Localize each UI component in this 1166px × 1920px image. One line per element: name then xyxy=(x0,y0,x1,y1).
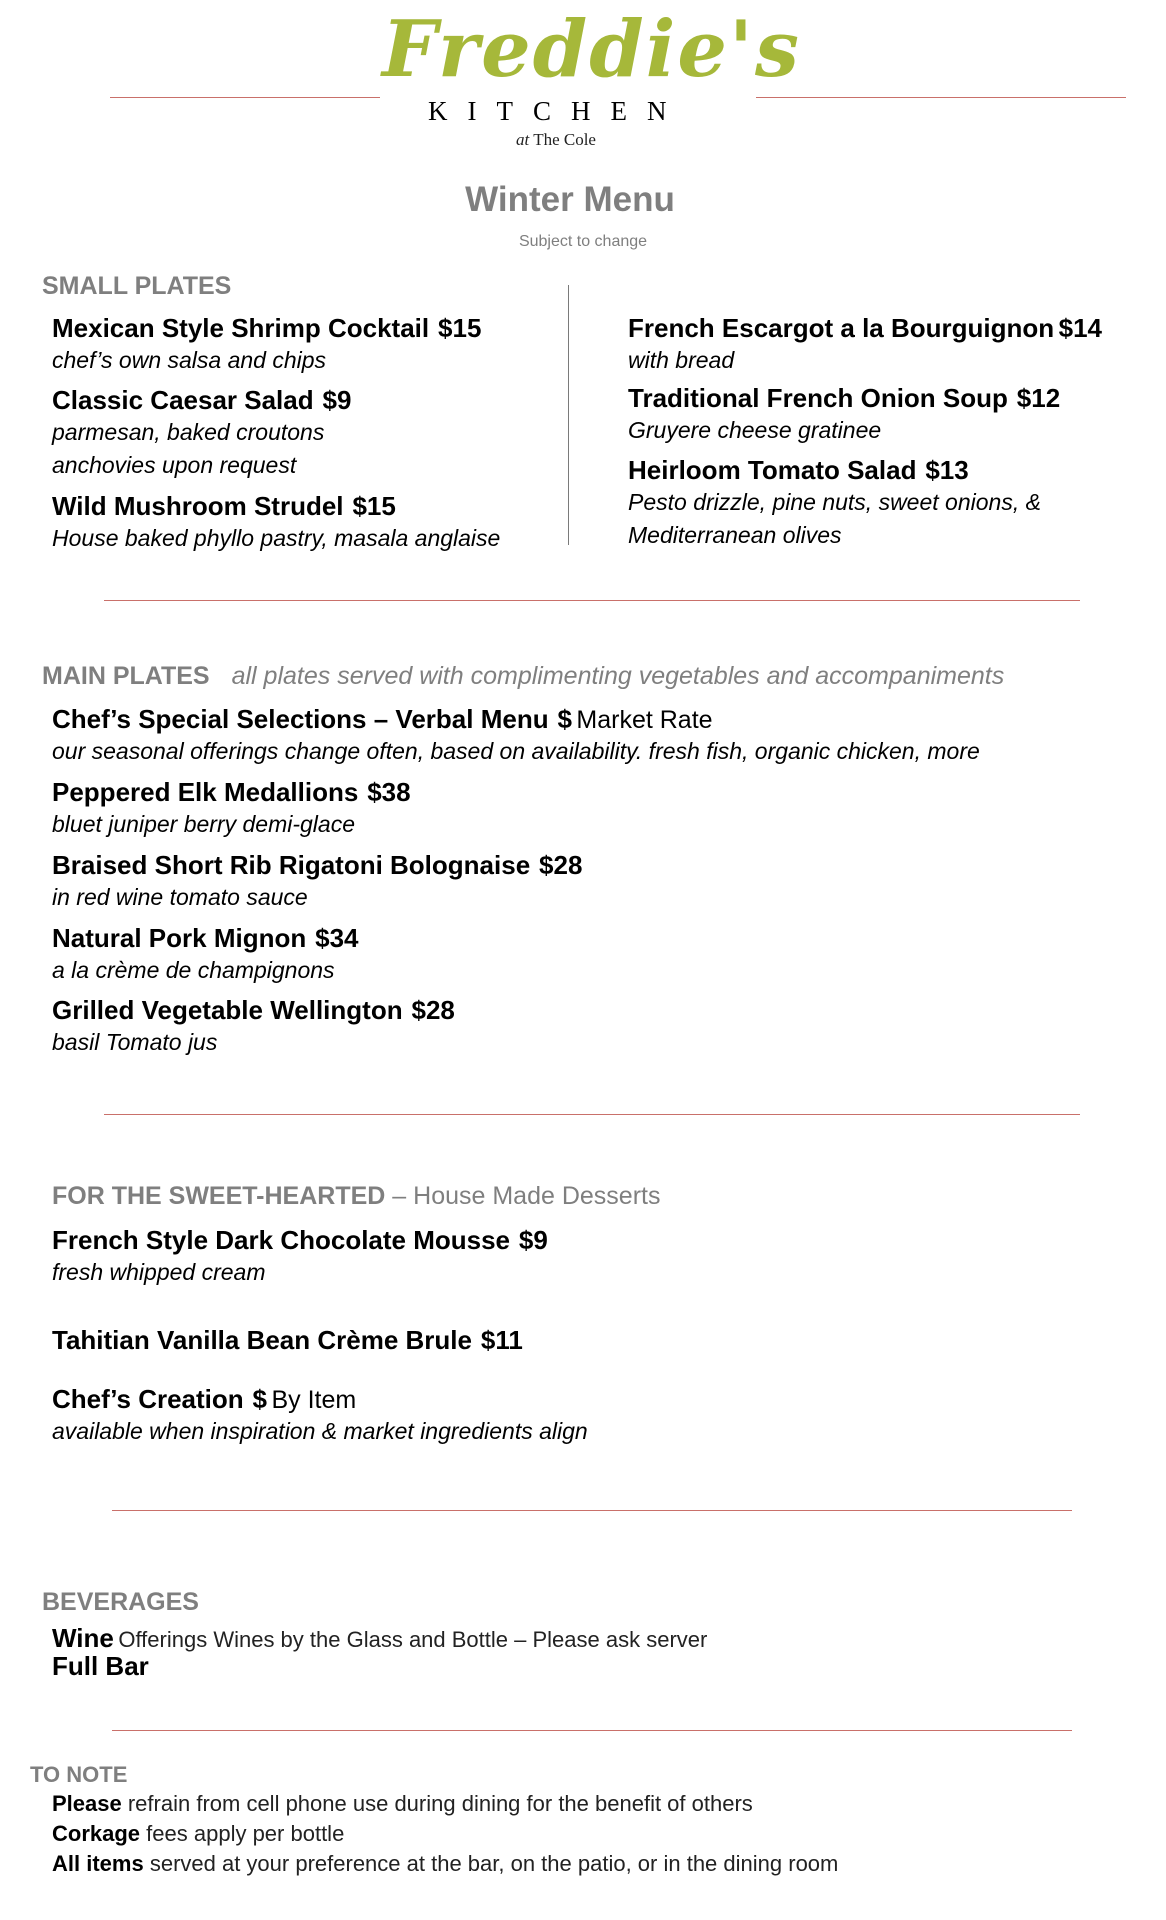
header-rule-left xyxy=(110,97,380,98)
logo-kitchen: KITCHEN xyxy=(428,96,687,126)
beverage-wine xyxy=(52,1622,707,1654)
small-plate-item xyxy=(628,454,1041,552)
item-name: Wild Mushroom Strudel xyxy=(52,491,344,521)
dessert-item xyxy=(52,1324,523,1356)
item-name: Classic Caesar Salad xyxy=(52,385,314,415)
dessert-item xyxy=(52,1383,588,1448)
item-name: Mexican Style Shrimp Cocktail xyxy=(52,313,430,343)
item-name: Grilled Vegetable Wellington xyxy=(52,995,403,1025)
main-plate-item xyxy=(52,849,582,914)
header-rule-right xyxy=(756,97,1126,98)
logo-at: at xyxy=(516,130,530,149)
item-name: French Escargot a la Bourguignon xyxy=(628,313,1055,343)
item-price: $ xyxy=(557,704,572,734)
note-line xyxy=(52,1851,838,1877)
item-description: basil Tomato jus xyxy=(52,1029,218,1055)
beverage-bar xyxy=(52,1650,149,1682)
item-description: in red wine tomato sauce xyxy=(52,884,308,910)
logo-script: Freddie's xyxy=(382,4,801,95)
column-divider xyxy=(568,285,569,545)
item-price: $12 xyxy=(1016,383,1061,413)
item-description: Pesto drizzle, pine nuts, sweet onions, & xyxy=(628,489,1041,515)
main-plates-note: all plates served with complimenting vegetables and accompaniments xyxy=(231,662,1005,690)
small-plate-item xyxy=(628,382,1060,447)
item-price: $ xyxy=(252,1384,268,1414)
item-price: $34 xyxy=(315,923,359,953)
main-plate-item xyxy=(52,776,411,841)
item-description: available when inspiration & market ingredients align xyxy=(52,1418,588,1444)
item-name: Chef’s Special Selections – Verbal Menu xyxy=(52,704,549,734)
logo-venue-name: The Cole xyxy=(533,130,596,149)
wine-label: Wine xyxy=(52,1623,114,1653)
main-plate-item xyxy=(52,703,980,768)
item-description: Mediterranean olives xyxy=(628,522,842,548)
item-description: with bread xyxy=(628,347,735,373)
menu-subtitle: Subject to change xyxy=(518,233,648,250)
item-description: fresh whipped cream xyxy=(52,1259,266,1285)
wine-text: Offerings Wines by the Glass and Bottle – Please ask server xyxy=(118,1627,708,1652)
small-plates-heading: SMALL PLATES xyxy=(42,272,232,300)
item-name: Braised Short Rib Rigatoni Bolognaise xyxy=(52,850,531,880)
logo xyxy=(370,0,801,150)
dessert-item xyxy=(52,1224,548,1289)
desserts-heading xyxy=(52,1182,660,1211)
item-description: bluet juniper berry demi-glace xyxy=(52,811,355,837)
item-name: Peppered Elk Medallions xyxy=(52,777,359,807)
item-price: $38 xyxy=(367,777,411,807)
desserts-subheading: – House Made Desserts xyxy=(392,1182,661,1210)
item-name: French Style Dark Chocolate Mousse xyxy=(52,1225,511,1255)
item-description: chef’s own salsa and chips xyxy=(52,347,327,373)
main-plate-item xyxy=(52,922,359,987)
item-description: Gruyere cheese gratinee xyxy=(628,417,882,443)
item-price: $11 xyxy=(480,1325,523,1355)
beverages-heading: BEVERAGES xyxy=(42,1588,199,1616)
item-name: Heirloom Tomato Salad xyxy=(628,455,917,485)
item-description: a la crème de champignons xyxy=(52,957,335,983)
item-price-text: By Item xyxy=(271,1386,357,1414)
desserts-title: FOR THE SWEET-HEARTED xyxy=(52,1182,386,1210)
item-price: $9 xyxy=(322,385,352,415)
main-plates-title: MAIN PLATES xyxy=(42,662,210,690)
item-price: $28 xyxy=(539,850,583,880)
item-description: anchovies upon request xyxy=(52,452,297,478)
note-bold: Corkage xyxy=(52,1821,141,1846)
note-bold: All items xyxy=(52,1851,144,1876)
section-rule xyxy=(104,600,1080,601)
item-price: $28 xyxy=(411,995,455,1025)
to-note-heading: TO NOTE xyxy=(30,1762,128,1787)
section-rule xyxy=(112,1510,1072,1511)
note-line xyxy=(52,1821,344,1847)
item-price: $13 xyxy=(925,455,969,485)
menu-title: Winter Menu xyxy=(465,180,675,219)
section-rule xyxy=(112,1730,1072,1731)
item-price: $15 xyxy=(438,313,482,343)
item-name: Natural Pork Mignon xyxy=(52,923,307,953)
small-plate-item xyxy=(52,384,351,482)
bar-label: Full Bar xyxy=(52,1651,149,1681)
item-description: parmesan, baked croutons xyxy=(52,419,325,445)
small-plate-item xyxy=(628,312,1102,377)
note-text: served at your preference at the bar, on the patio, or in the dining room xyxy=(149,1851,839,1876)
logo-venue xyxy=(516,130,596,150)
note-text: refrain from cell phone use during dining for the benefit of others xyxy=(127,1791,753,1816)
small-plate-item xyxy=(52,490,500,555)
item-price-text: Market Rate xyxy=(576,706,713,734)
item-name: Traditional French Onion Soup xyxy=(628,383,1008,413)
item-price: $15 xyxy=(352,491,396,521)
item-name: Chef’s Creation xyxy=(52,1384,244,1414)
small-plate-item xyxy=(52,312,481,377)
item-description: our seasonal offerings change often, based on availability. fresh fish, organic chicken, more xyxy=(52,738,980,764)
section-rule xyxy=(104,1114,1080,1115)
item-price: $9 xyxy=(518,1225,548,1255)
item-description: House baked phyllo pastry, masala anglaise xyxy=(52,525,501,551)
item-name: Tahitian Vanilla Bean Crème Brule xyxy=(52,1325,472,1355)
item-price: $14 xyxy=(1058,313,1102,343)
note-text: fees apply per bottle xyxy=(146,1821,345,1846)
note-line xyxy=(52,1791,753,1817)
note-bold: Please xyxy=(52,1791,122,1816)
main-plates-heading xyxy=(42,662,1004,691)
main-plate-item xyxy=(52,994,455,1059)
